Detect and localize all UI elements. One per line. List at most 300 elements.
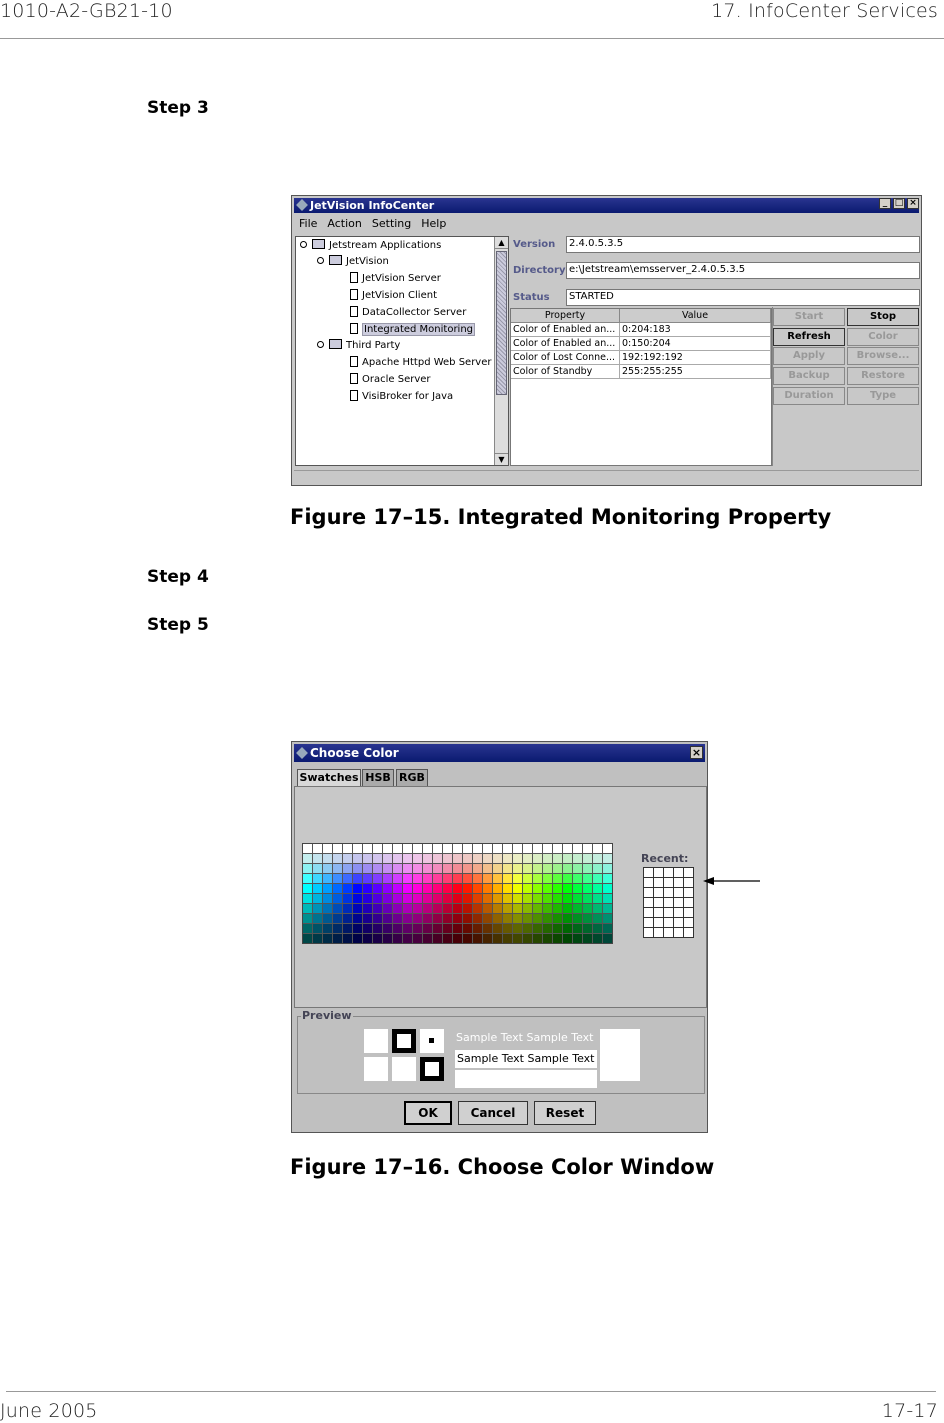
swatch-cell[interactable] <box>373 844 382 853</box>
swatch-cell[interactable] <box>433 914 442 923</box>
tree-node-root[interactable]: Jetstream Applications <box>300 239 441 251</box>
swatch-cell[interactable] <box>543 894 552 903</box>
swatch-cell[interactable] <box>493 884 502 893</box>
swatch-cell[interactable] <box>393 854 402 863</box>
swatch-cell[interactable] <box>313 914 322 923</box>
swatch-cell[interactable] <box>393 874 402 883</box>
swatch-cell[interactable] <box>413 874 422 883</box>
swatch-cell[interactable] <box>563 854 572 863</box>
swatch-cell[interactable] <box>433 894 442 903</box>
swatch-cell[interactable] <box>383 934 392 943</box>
recent-swatch-cell[interactable] <box>644 918 653 927</box>
swatch-cell[interactable] <box>593 864 602 873</box>
swatch-cell[interactable] <box>503 894 512 903</box>
swatch-cell[interactable] <box>343 864 352 873</box>
swatch-cell[interactable] <box>413 894 422 903</box>
swatch-cell[interactable] <box>463 904 472 913</box>
swatch-cell[interactable] <box>513 914 522 923</box>
swatch-cell[interactable] <box>383 904 392 913</box>
swatch-cell[interactable] <box>333 904 342 913</box>
swatch-cell[interactable] <box>413 844 422 853</box>
swatch-cell[interactable] <box>383 914 392 923</box>
swatch-cell[interactable] <box>483 874 492 883</box>
swatch-cell[interactable] <box>573 894 582 903</box>
swatch-cell[interactable] <box>443 874 452 883</box>
swatch-cell[interactable] <box>303 904 312 913</box>
recent-swatch-cell[interactable] <box>654 898 663 907</box>
swatch-cell[interactable] <box>393 914 402 923</box>
swatch-cell[interactable] <box>593 924 602 933</box>
table-row-1-property[interactable]: Color of Enabled an... <box>511 323 620 337</box>
tree-item-apache[interactable]: Apache Httpd Web Server <box>350 356 492 368</box>
swatch-cell[interactable] <box>523 934 532 943</box>
swatch-cell[interactable] <box>423 914 432 923</box>
swatch-cell[interactable] <box>533 854 542 863</box>
swatch-cell[interactable] <box>603 934 612 943</box>
swatch-cell[interactable] <box>363 924 372 933</box>
close-icon[interactable]: × <box>907 198 919 209</box>
swatch-cell[interactable] <box>413 914 422 923</box>
swatch-cell[interactable] <box>493 934 502 943</box>
swatch-cell[interactable] <box>423 884 432 893</box>
swatch-cell[interactable] <box>343 924 352 933</box>
swatch-cell[interactable] <box>583 924 592 933</box>
scroll-up-icon[interactable]: ▲ <box>495 237 508 249</box>
cancel-button[interactable]: Cancel <box>458 1101 528 1125</box>
swatch-cell[interactable] <box>433 934 442 943</box>
recent-swatch-cell[interactable] <box>664 908 673 917</box>
swatch-cell[interactable] <box>313 844 322 853</box>
recent-swatch-cell[interactable] <box>684 878 693 887</box>
recent-swatch-cell[interactable] <box>684 918 693 927</box>
swatch-cell[interactable] <box>363 864 372 873</box>
swatch-cell[interactable] <box>573 864 582 873</box>
swatch-cell[interactable] <box>583 894 592 903</box>
recent-swatch-cell[interactable] <box>664 868 673 877</box>
swatch-cell[interactable] <box>503 934 512 943</box>
swatch-cell[interactable] <box>363 844 372 853</box>
recent-swatch-cell[interactable] <box>654 928 663 937</box>
swatch-cell[interactable] <box>513 844 522 853</box>
recent-swatch-cell[interactable] <box>674 918 683 927</box>
swatch-cell[interactable] <box>573 854 582 863</box>
swatch-cell[interactable] <box>343 854 352 863</box>
swatch-cell[interactable] <box>333 914 342 923</box>
swatch-cell[interactable] <box>333 854 342 863</box>
swatch-cell[interactable] <box>403 884 412 893</box>
swatch-cell[interactable] <box>403 914 412 923</box>
swatch-cell[interactable] <box>533 924 542 933</box>
recent-swatch-cell[interactable] <box>654 878 663 887</box>
swatch-cell[interactable] <box>333 924 342 933</box>
swatch-cell[interactable] <box>603 914 612 923</box>
swatch-cell[interactable] <box>443 904 452 913</box>
swatch-cell[interactable] <box>583 934 592 943</box>
swatch-cell[interactable] <box>533 844 542 853</box>
maximize-icon[interactable]: □ <box>894 198 904 208</box>
swatch-cell[interactable] <box>323 914 332 923</box>
recent-swatch-cell[interactable] <box>674 868 683 877</box>
swatch-cell[interactable] <box>483 884 492 893</box>
swatch-cell[interactable] <box>393 844 402 853</box>
scroll-thumb[interactable] <box>496 251 507 395</box>
swatch-cell[interactable] <box>423 894 432 903</box>
swatch-cell[interactable] <box>593 884 602 893</box>
swatch-cell[interactable] <box>453 904 462 913</box>
swatch-cell[interactable] <box>383 874 392 883</box>
swatch-cell[interactable] <box>303 884 312 893</box>
swatch-cell[interactable] <box>403 864 412 873</box>
menu-file[interactable]: File <box>299 217 318 230</box>
swatch-cell[interactable] <box>453 854 462 863</box>
swatch-cell[interactable] <box>573 924 582 933</box>
recent-swatch-cell[interactable] <box>654 918 663 927</box>
table-row-3-property[interactable]: Color of Lost Conne... <box>511 351 620 365</box>
swatch-cell[interactable] <box>463 924 472 933</box>
swatch-cell[interactable] <box>323 874 332 883</box>
swatch-cell[interactable] <box>353 894 362 903</box>
directory-field[interactable]: e:\Jetstream\emsserver_2.4.0.5.3.5 <box>566 262 920 279</box>
duration-button[interactable]: Duration <box>773 387 845 405</box>
tree-item-datacollector[interactable]: DataCollector Server <box>350 306 466 318</box>
recent-swatch-cell[interactable] <box>684 898 693 907</box>
swatch-cell[interactable] <box>463 864 472 873</box>
swatch-cell[interactable] <box>523 844 532 853</box>
backup-button[interactable]: Backup <box>773 367 845 385</box>
tree-item-oracle[interactable]: Oracle Server <box>350 373 431 385</box>
swatch-cell[interactable] <box>433 904 442 913</box>
swatch-cell[interactable] <box>543 934 552 943</box>
swatch-cell[interactable] <box>403 854 412 863</box>
swatch-cell[interactable] <box>313 934 322 943</box>
swatch-cell[interactable] <box>323 904 332 913</box>
swatch-cell[interactable] <box>503 884 512 893</box>
swatch-cell[interactable] <box>333 864 342 873</box>
swatch-cell[interactable] <box>493 874 502 883</box>
recent-swatch-cell[interactable] <box>664 898 673 907</box>
swatch-cell[interactable] <box>353 844 362 853</box>
swatch-cell[interactable] <box>593 904 602 913</box>
swatch-cell[interactable] <box>563 914 572 923</box>
swatch-cell[interactable] <box>373 864 382 873</box>
swatch-cell[interactable] <box>573 934 582 943</box>
tree-item-jetvision-server[interactable]: JetVision Server <box>350 272 441 284</box>
swatch-cell[interactable] <box>583 844 592 853</box>
swatch-cell[interactable] <box>433 874 442 883</box>
tree-node-jetvision[interactable]: JetVision <box>317 255 389 267</box>
swatch-cell[interactable] <box>603 904 612 913</box>
apply-button[interactable]: Apply <box>773 347 845 365</box>
recent-swatch-cell[interactable] <box>644 888 653 897</box>
swatch-cell[interactable] <box>493 854 502 863</box>
value-header[interactable]: Value <box>620 309 771 323</box>
swatch-cell[interactable] <box>443 924 452 933</box>
swatch-cell[interactable] <box>453 914 462 923</box>
swatch-cell[interactable] <box>593 914 602 923</box>
swatch-cell[interactable] <box>483 894 492 903</box>
swatch-cell[interactable] <box>303 934 312 943</box>
swatch-cell[interactable] <box>503 844 512 853</box>
swatch-cell[interactable] <box>343 904 352 913</box>
swatch-cell[interactable] <box>523 854 532 863</box>
swatch-cell[interactable] <box>313 874 322 883</box>
recent-swatch-cell[interactable] <box>654 868 663 877</box>
swatch-cell[interactable] <box>323 934 332 943</box>
swatch-cell[interactable] <box>533 904 542 913</box>
tree-item-integrated-monitoring[interactable]: Integrated Monitoring <box>350 323 475 335</box>
swatch-cell[interactable] <box>473 894 482 903</box>
menu-help[interactable]: Help <box>421 217 447 230</box>
infocenter-titlebar[interactable] <box>294 198 919 213</box>
swatch-cell[interactable] <box>583 864 592 873</box>
tree-node-third-party[interactable]: Third Party <box>317 339 400 351</box>
swatch-cell[interactable] <box>403 904 412 913</box>
swatch-cell[interactable] <box>563 924 572 933</box>
swatch-cell[interactable] <box>343 844 352 853</box>
swatch-cell[interactable] <box>553 934 562 943</box>
recent-swatch-cell[interactable] <box>674 908 683 917</box>
swatch-cell[interactable] <box>313 854 322 863</box>
swatch-cell[interactable] <box>583 904 592 913</box>
swatch-cell[interactable] <box>593 874 602 883</box>
swatch-cell[interactable] <box>383 864 392 873</box>
swatch-cell[interactable] <box>533 894 542 903</box>
ok-button[interactable]: OK <box>404 1101 452 1125</box>
swatch-cell[interactable] <box>303 874 312 883</box>
table-row-1-value[interactable]: 0:204:183 <box>620 323 771 337</box>
swatch-cell[interactable] <box>373 894 382 903</box>
swatch-cell[interactable] <box>543 884 552 893</box>
swatch-cell[interactable] <box>413 854 422 863</box>
color-button[interactable]: Color <box>847 328 919 346</box>
swatch-cell[interactable] <box>603 844 612 853</box>
swatch-cell[interactable] <box>413 924 422 933</box>
tree-item-visibroker[interactable]: VisiBroker for Java <box>350 390 453 402</box>
swatch-cell[interactable] <box>433 844 442 853</box>
swatch-cell[interactable] <box>463 884 472 893</box>
swatch-cell[interactable] <box>573 874 582 883</box>
refresh-button[interactable]: Refresh <box>773 328 845 346</box>
swatch-cell[interactable] <box>543 864 552 873</box>
swatch-cell[interactable] <box>573 884 582 893</box>
swatch-cell[interactable] <box>353 884 362 893</box>
swatch-cell[interactable] <box>473 864 482 873</box>
swatch-cell[interactable] <box>533 934 542 943</box>
swatch-cell[interactable] <box>603 884 612 893</box>
swatch-cell[interactable] <box>393 864 402 873</box>
swatch-cell[interactable] <box>603 874 612 883</box>
swatch-cell[interactable] <box>483 914 492 923</box>
swatch-cell[interactable] <box>403 934 412 943</box>
swatch-cell[interactable] <box>443 864 452 873</box>
recent-swatch-cell[interactable] <box>664 878 673 887</box>
recent-swatch-grid[interactable] <box>643 867 694 938</box>
swatch-cell[interactable] <box>353 874 362 883</box>
swatch-cell[interactable] <box>353 864 362 873</box>
swatch-cell[interactable] <box>363 884 372 893</box>
recent-swatch-cell[interactable] <box>664 918 673 927</box>
swatch-cell[interactable] <box>393 924 402 933</box>
table-row-3-value[interactable]: 192:192:192 <box>620 351 771 365</box>
table-row-2-value[interactable]: 0:150:204 <box>620 337 771 351</box>
swatch-grid[interactable] <box>302 843 613 944</box>
swatch-cell[interactable] <box>603 924 612 933</box>
swatch-cell[interactable] <box>423 924 432 933</box>
swatch-cell[interactable] <box>333 894 342 903</box>
property-header[interactable]: Property <box>511 309 620 323</box>
swatch-cell[interactable] <box>343 914 352 923</box>
swatch-cell[interactable] <box>553 884 562 893</box>
minimize-icon[interactable]: _ <box>879 198 891 209</box>
swatch-cell[interactable] <box>473 904 482 913</box>
swatch-cell[interactable] <box>343 934 352 943</box>
swatch-cell[interactable] <box>463 894 472 903</box>
swatch-cell[interactable] <box>453 874 462 883</box>
swatch-cell[interactable] <box>383 884 392 893</box>
swatch-cell[interactable] <box>313 924 322 933</box>
swatch-cell[interactable] <box>393 884 402 893</box>
swatch-cell[interactable] <box>563 894 572 903</box>
swatch-cell[interactable] <box>373 854 382 863</box>
swatch-cell[interactable] <box>383 844 392 853</box>
swatch-cell[interactable] <box>373 904 382 913</box>
swatch-cell[interactable] <box>383 854 392 863</box>
swatch-cell[interactable] <box>363 854 372 863</box>
swatch-cell[interactable] <box>463 934 472 943</box>
swatch-cell[interactable] <box>593 934 602 943</box>
swatch-cell[interactable] <box>423 904 432 913</box>
swatch-cell[interactable] <box>313 894 322 903</box>
swatch-cell[interactable] <box>463 914 472 923</box>
swatch-cell[interactable] <box>583 884 592 893</box>
swatch-cell[interactable] <box>453 894 462 903</box>
swatch-cell[interactable] <box>443 934 452 943</box>
swatch-cell[interactable] <box>403 894 412 903</box>
swatch-cell[interactable] <box>513 854 522 863</box>
recent-swatch-cell[interactable] <box>644 868 653 877</box>
restore-button[interactable]: Restore <box>847 367 919 385</box>
swatch-cell[interactable] <box>303 844 312 853</box>
close-icon[interactable]: × <box>691 746 702 759</box>
swatch-cell[interactable] <box>403 924 412 933</box>
swatch-cell[interactable] <box>563 874 572 883</box>
swatch-cell[interactable] <box>363 914 372 923</box>
swatch-cell[interactable] <box>553 874 562 883</box>
tab-rgb[interactable]: RGB <box>396 769 428 787</box>
swatch-cell[interactable] <box>443 884 452 893</box>
swatch-cell[interactable] <box>493 894 502 903</box>
browse-button[interactable]: Browse... <box>847 347 919 365</box>
swatch-cell[interactable] <box>513 864 522 873</box>
swatch-cell[interactable] <box>493 864 502 873</box>
swatch-cell[interactable] <box>433 864 442 873</box>
swatch-cell[interactable] <box>553 854 562 863</box>
swatch-cell[interactable] <box>403 844 412 853</box>
swatch-cell[interactable] <box>363 894 372 903</box>
swatch-cell[interactable] <box>343 884 352 893</box>
swatch-cell[interactable] <box>483 854 492 863</box>
swatch-cell[interactable] <box>503 904 512 913</box>
swatch-cell[interactable] <box>553 904 562 913</box>
swatch-cell[interactable] <box>593 854 602 863</box>
status-field[interactable]: STARTED <box>566 289 920 306</box>
swatch-cell[interactable] <box>453 844 462 853</box>
swatch-cell[interactable] <box>393 934 402 943</box>
recent-swatch-cell[interactable] <box>644 908 653 917</box>
swatch-cell[interactable] <box>353 854 362 863</box>
swatch-cell[interactable] <box>543 844 552 853</box>
swatch-cell[interactable] <box>503 924 512 933</box>
swatch-cell[interactable] <box>473 844 482 853</box>
swatch-cell[interactable] <box>373 934 382 943</box>
swatch-cell[interactable] <box>423 864 432 873</box>
swatch-cell[interactable] <box>443 914 452 923</box>
swatch-cell[interactable] <box>473 934 482 943</box>
swatch-cell[interactable] <box>523 874 532 883</box>
swatch-cell[interactable] <box>463 844 472 853</box>
swatch-cell[interactable] <box>553 864 562 873</box>
swatch-cell[interactable] <box>573 904 582 913</box>
recent-swatch-cell[interactable] <box>674 898 683 907</box>
swatch-cell[interactable] <box>513 894 522 903</box>
swatch-cell[interactable] <box>453 924 462 933</box>
swatch-cell[interactable] <box>513 884 522 893</box>
swatch-cell[interactable] <box>323 894 332 903</box>
swatch-cell[interactable] <box>473 914 482 923</box>
swatch-cell[interactable] <box>473 854 482 863</box>
swatch-cell[interactable] <box>493 904 502 913</box>
table-row-4-property[interactable]: Color of Standby <box>511 365 620 379</box>
swatch-cell[interactable] <box>453 934 462 943</box>
swatch-cell[interactable] <box>603 894 612 903</box>
scroll-down-icon[interactable]: ▼ <box>495 453 508 465</box>
swatch-cell[interactable] <box>323 864 332 873</box>
swatch-cell[interactable] <box>323 844 332 853</box>
swatch-cell[interactable] <box>353 934 362 943</box>
swatch-cell[interactable] <box>563 904 572 913</box>
tree-scrollbar[interactable] <box>494 237 508 465</box>
recent-swatch-cell[interactable] <box>644 898 653 907</box>
swatch-cell[interactable] <box>523 864 532 873</box>
swatch-cell[interactable] <box>583 854 592 863</box>
type-button[interactable]: Type <box>847 387 919 405</box>
recent-swatch-cell[interactable] <box>674 888 683 897</box>
swatch-cell[interactable] <box>323 924 332 933</box>
swatch-cell[interactable] <box>523 894 532 903</box>
swatch-cell[interactable] <box>573 844 582 853</box>
swatch-cell[interactable] <box>563 844 572 853</box>
swatch-cell[interactable] <box>393 904 402 913</box>
swatch-cell[interactable] <box>443 894 452 903</box>
start-button[interactable]: Start <box>773 308 845 326</box>
swatch-cell[interactable] <box>463 874 472 883</box>
swatch-cell[interactable] <box>463 854 472 863</box>
table-row-4-value[interactable]: 255:255:255 <box>620 365 771 379</box>
swatch-cell[interactable] <box>393 894 402 903</box>
swatch-cell[interactable] <box>323 884 332 893</box>
swatch-cell[interactable] <box>533 874 542 883</box>
swatch-cell[interactable] <box>413 884 422 893</box>
swatch-cell[interactable] <box>533 864 542 873</box>
stop-button[interactable]: Stop <box>847 308 919 326</box>
recent-swatch-cell[interactable] <box>654 908 663 917</box>
recent-swatch-cell[interactable] <box>674 928 683 937</box>
recent-swatch-cell[interactable] <box>644 928 653 937</box>
swatch-cell[interactable] <box>433 854 442 863</box>
tab-swatches[interactable]: Swatches <box>297 769 361 787</box>
swatch-cell[interactable] <box>423 854 432 863</box>
swatch-cell[interactable] <box>493 844 502 853</box>
